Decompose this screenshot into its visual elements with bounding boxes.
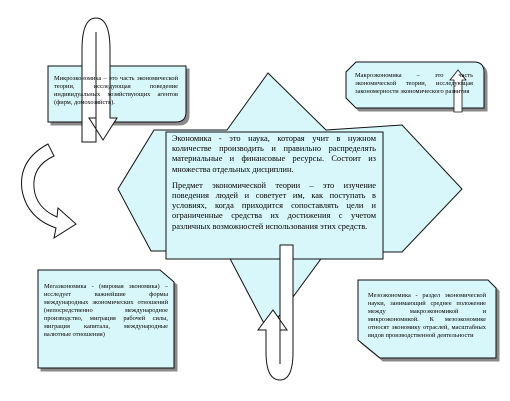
economic-theory-subject: Предмет экономической теории – это изучение поведения людей и советует им, как поступать в условиях, когда приходится сопоставлять цели и ограниченные средства их достижения с учетом различных возможностей использования этих средств. — [172, 180, 376, 231]
megaeconomics-text: Мегаэкономика - (мировая экономика) – исследует важнейшие формы международных экономических отношений (непосредственно международное производство, миграция рабочей силы, миграция капитала, международные валютные отношения) — [44, 283, 168, 338]
economics-definition: Экономика - это наука, которая учит в нужном количестве производить и правильно распределять материальные и финансовые ресурсы. Состоит из множества отдельных дисциплин. — [172, 134, 376, 174]
microeconomics-text: Микроэкономика – это часть экономической теории, исследующая поведение индивидуальных хозяйствующих агентов (фирм, домохозяйств). — [54, 75, 178, 106]
left-curved-arrow — [22, 144, 76, 238]
mesoeconomics-text: Мезоэкономика - раздел экономической науки, занимающий среднее положение между макроэкономикой и микроэкономикой. К мезоэкономике относят экономику отраслей, масштабных видов производственной деятельности — [368, 292, 486, 339]
central-text — [172, 134, 376, 232]
macroeconomics-text: Макроэкономика – это часть экономической теории, исследующая закономерности экономического развития — [355, 72, 473, 95]
